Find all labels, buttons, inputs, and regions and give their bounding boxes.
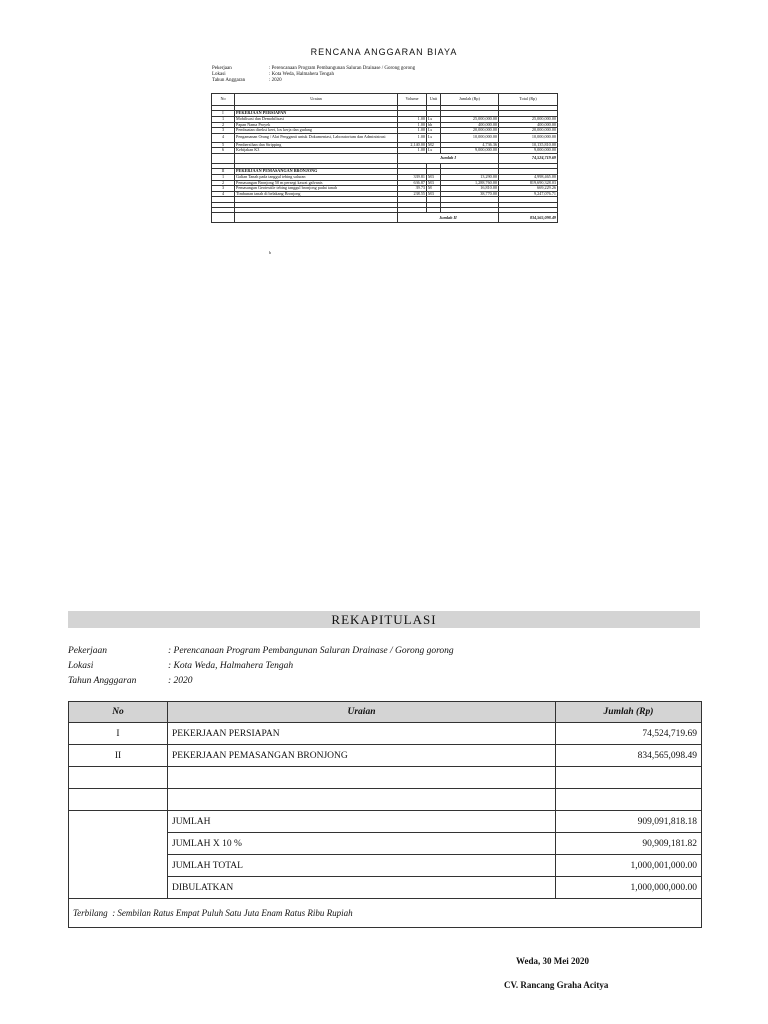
rekap-blank-row (69, 767, 702, 789)
rab-subtotal-2: Jumlah II 834,565,098.49 (212, 213, 558, 223)
rekap-terbilang-row (69, 899, 702, 928)
rekap-title: REKAPITULASI (68, 611, 700, 628)
rab-section-1: I PEKERJAAN PERSIAPAN (212, 111, 558, 117)
table-row: 1 Galian Tanah pada tanggul tebing saluran 339.81 M3 13,290.00 4,998,465.00 (212, 174, 558, 180)
rekap-header-no: No (69, 702, 168, 723)
rekap-header-row (69, 702, 702, 723)
rekap-total-jumlah: JUMLAH 909,091,818.18 (69, 811, 702, 833)
rab-header-unit: Unit (427, 94, 441, 106)
table-row: 1 Mobilisasi dan Demobilisasi 1.00 Ls 25,000,000.00 25,000,000.00 (212, 116, 558, 122)
terbilang-value: : Sembilan Ratus Empat Puluh Satu Juta Enam Ratus Ribu Rupiah (112, 908, 353, 918)
rab-subtotal-1: Jumlah I 74,524,719.69 (212, 153, 558, 163)
rekap-meta (68, 644, 454, 689)
table-row: 2 Papan Nama Proyek 1.00 bh 400,000.00 400,000.00 (212, 122, 558, 128)
table-row: 6 Kebijakan K3 1.00 Ls 9,000,000.00 9,000,000.00 (212, 148, 558, 154)
rekap-meta-tahun: Tahun Angggaran : 2020 (68, 676, 193, 686)
table-row: 4 Timbunan tanah di belakang Bronjong 238.55 M3 38,770.00 9,247,076.71 (212, 191, 558, 197)
rab-meta (212, 66, 415, 84)
rab-header-no: No (212, 94, 235, 106)
stray-mark: b (269, 250, 271, 255)
rekap-blank-row (69, 789, 702, 811)
rab-header-jumlah: Jumlah (Rp) (441, 94, 499, 106)
table-row: II PEKERJAAN PEMASANGAN BRONJONG 834,565,098.49 (69, 745, 702, 767)
rab-section-2: II PEKERJAAN PEMASANGAN BRONJONG (212, 169, 558, 175)
rab-header-row (212, 94, 558, 106)
rab-header-total: Total (Rp) (499, 94, 558, 106)
rekap-total-ppn: JUMLAH X 10 % 90,909,181.82 (69, 833, 702, 855)
rekap-header-jumlah: Jumlah (Rp) (556, 702, 702, 723)
rab-meta-lokasi: Lokasi : Kota Weda, Halmahera Tengah (212, 72, 335, 77)
rab-title: RENCANA ANGGARAN BIAYA (310, 47, 458, 57)
rab-meta-tahun: Tahun Anggaran : 2020 (212, 78, 282, 83)
rekap-meta-pekerjaan: Pekerjaan : Perencanaan Program Pembangunan Saluran Drainase / Gorong gorong (68, 646, 454, 656)
rab-header-uraian: Uraian (235, 94, 398, 106)
rab-table (211, 93, 558, 223)
rekap-total-rounded: DIBULATKAN 1,000,000,000.00 (69, 877, 702, 899)
sign-company: CV. Rancang Graha Acitya (504, 980, 609, 990)
table-row: I PEKERJAAN PERSIAPAN 74,524,719.69 (69, 723, 702, 745)
rekap-header-uraian: Uraian (168, 702, 556, 723)
table-row: 4 Pengamanan Orang / Alat Pengganti untuk Dokumentasi, Laboratorium dan Administrasi 1.00 Ls 10,000,000.00 10,000,000.00 (212, 133, 558, 142)
rekap-meta-lokasi: Lokasi : Kota Weda, Halmahera Tengah (68, 661, 294, 671)
rekap-total-all: JUMLAH TOTAL 1,000,001,000.00 (69, 855, 702, 877)
rekap-table (68, 701, 702, 928)
rab-header-volume: Volume (398, 94, 427, 106)
table-row: 3 Pembuatan direksi keet, los kerja dan gudang 1.00 Ls 20,000,000.00 20,000,000.00 (212, 128, 558, 134)
table-row: 2 Pemasangan Bronjong 50 m persegi kawat galvanis 636.87 M3 1,288,760.00 819,690,328.03 (212, 180, 558, 186)
table-row: 3 Pemasangan Geotextile tebing tanggul bronjong padat tanah 39.73 M 16,810.00 669,229.26 (212, 186, 558, 192)
rab-meta-pekerjaan: Pekerjaan : Perencanaan Program Pembangunan Saluran Drainase / Gorong gorong (212, 66, 416, 71)
terbilang-label: Terbilang (73, 908, 108, 918)
table-row: 5 Pembersihan dan Stripping 2,140.00 M2 4,736.36 10,135,810.00 (212, 142, 558, 148)
sign-date: Weda, 30 Mei 2020 (516, 956, 589, 966)
